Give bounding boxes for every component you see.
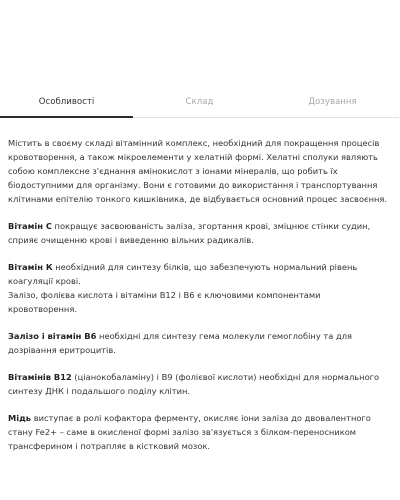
b12-b9-paragraph bbox=[8, 370, 392, 398]
copper-paragraph bbox=[8, 411, 392, 453]
vitamin-k-text: необхідний для синтезу білків, що забезпечують нормальний рівень коагуляції крові. bbox=[8, 262, 358, 286]
vitamin-c-paragraph bbox=[8, 219, 392, 247]
copper-term: Мідь bbox=[8, 413, 32, 423]
b12-b9-text: (ціанокобаламіну) і B9 (фолієвої кислоти) необхідні для нормального синтезу ДНК і подальшого поділу клітин. bbox=[8, 372, 380, 396]
tab-bar bbox=[0, 88, 400, 118]
iron-b6-term: Залізо і вітамін B6 bbox=[8, 331, 97, 341]
vitamin-c-text: покращує засвоюваність заліза, згортання крові, зміцнює стінки судин, сприяє очищенню крові і виведенню вільних радикалів. bbox=[8, 221, 371, 245]
copper-text: виступає в ролі кофактора ферменту, окисляє іони заліза до двовалентного стану Fe2+ – саме в окисленої формі залізо зв'язується з білком-переносником трансферином і потрапляє в кістковий мозок. bbox=[8, 413, 371, 451]
vitamin-k-paragraph bbox=[8, 260, 392, 316]
hematopoiesis-text: Залізо, фолієва кислота і вітаміни B12 і B6 є ключовими компонентами кровотворення. bbox=[8, 290, 321, 314]
iron-b6-paragraph bbox=[8, 329, 392, 357]
iron-b6-text: необхідні для синтезу гема молекули гемоглобіну та для дозрівання еритроцитів. bbox=[8, 331, 352, 355]
b12-term: Вітамінів B12 bbox=[8, 372, 72, 382]
vitamin-c-term: Вітамін С bbox=[8, 221, 52, 231]
tab-features[interactable]: Особливості bbox=[0, 88, 133, 118]
features-content bbox=[8, 136, 392, 466]
tab-composition[interactable]: Склад bbox=[133, 88, 266, 118]
intro-paragraph: Містить в своєму складі вітамінний комплекс, необхідний для покращення процесів кровотворення, а також мікроелементи у хелатній формі. Хелатні сполуки являють собою комплексне з'єднання амінокислот з іонами мінералів, що робить їх біодоступними для організму. Вони є готовими до використання і транспортування клітинами епітелію тонкого кишківника, де відбувається основний процес засвоєння. bbox=[8, 138, 388, 204]
tab-dosage[interactable]: Дозування bbox=[266, 88, 399, 118]
vitamin-k-term: Вітамін К bbox=[8, 262, 53, 272]
